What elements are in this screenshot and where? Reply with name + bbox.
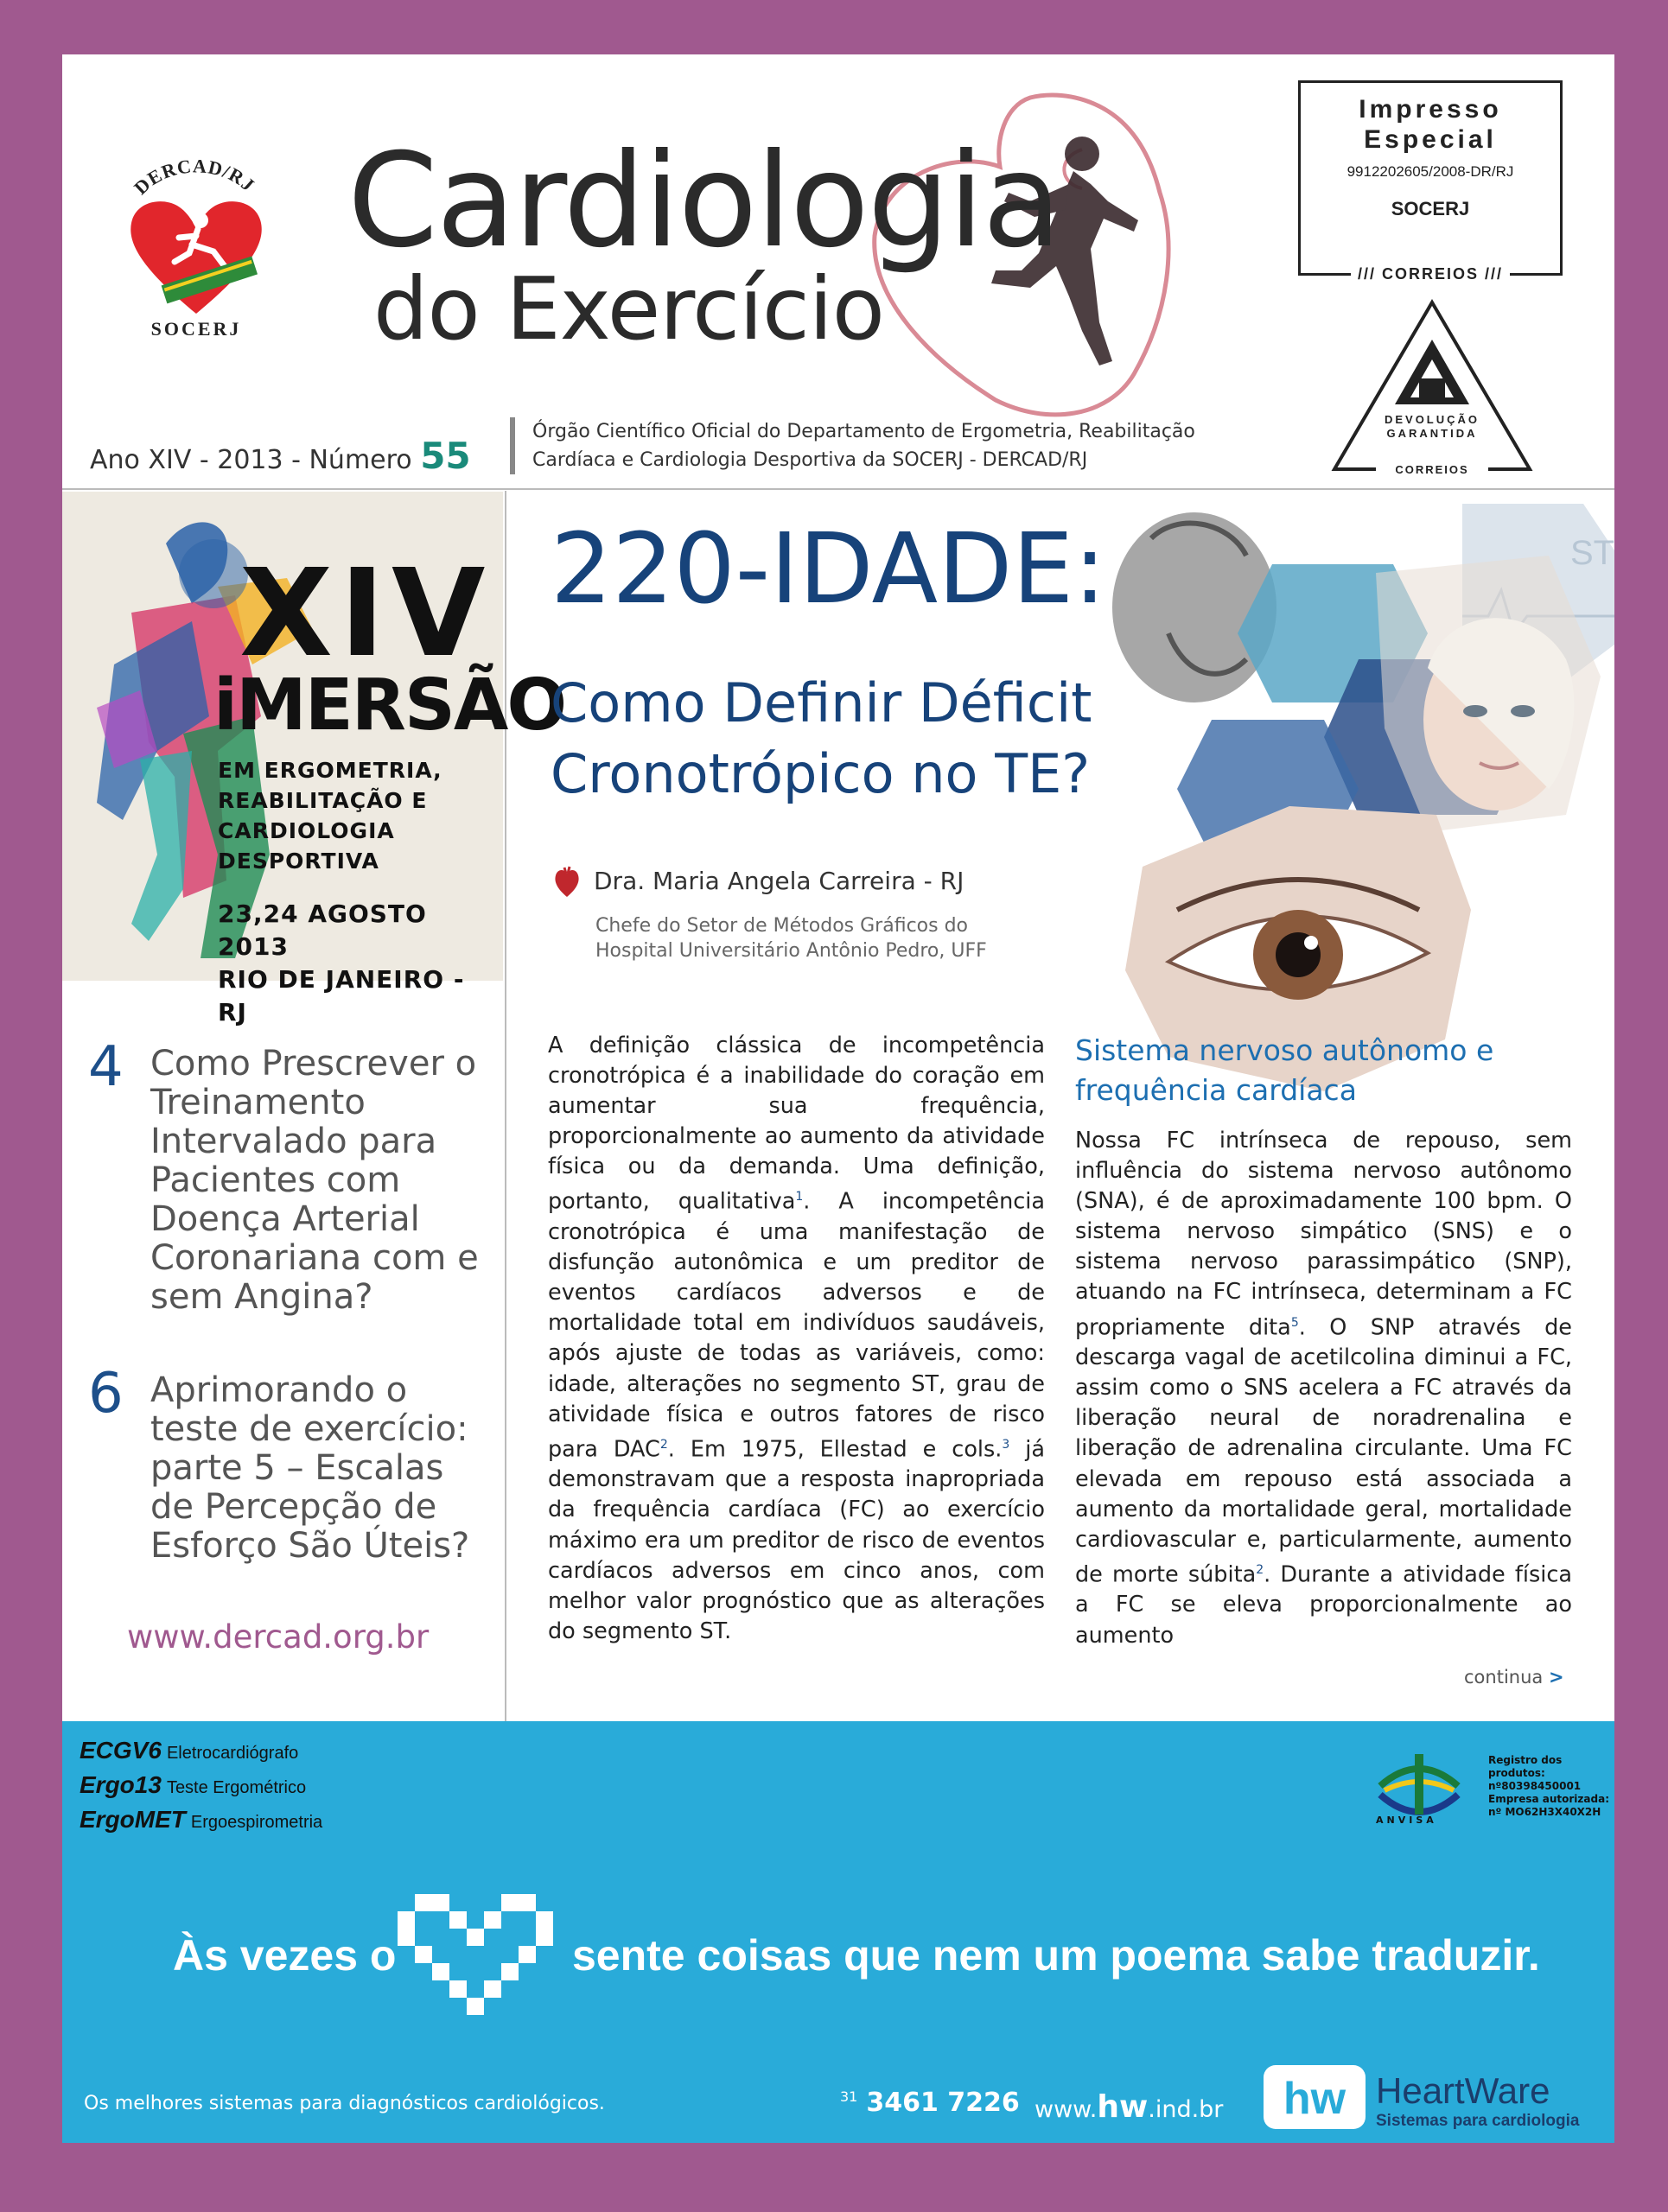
- reg-line1: Registro dos produtos:: [1488, 1754, 1563, 1779]
- impresso-especial-stamp: [1298, 80, 1563, 283]
- col1-text-4: já demonstravam que a resposta inapropriada da frequência cardíaca (FC) ao exercício máximo era um preditor de risco de eventos cardíacos adversos em cinco anos, com melhor valor prognóstico que as alterações do segmento ST.: [548, 1436, 1045, 1644]
- continua-arrow-icon: >: [1548, 1667, 1564, 1688]
- product-desc: Teste Ergométrico: [166, 1778, 307, 1797]
- reference-marker[interactable]: 2: [659, 1437, 668, 1452]
- product-name: Ergo13: [80, 1771, 162, 1798]
- web-suffix: .ind.br: [1148, 2096, 1224, 2123]
- masthead-divider: [62, 488, 1614, 490]
- reference-marker[interactable]: 1: [795, 1190, 804, 1205]
- logo-arc-text: DERCAD/RJ: [130, 155, 259, 199]
- col1-text-3: . Em 1975, Ellestad e cols.: [667, 1436, 1003, 1463]
- event-line4: DESPORTIVA: [218, 849, 379, 874]
- event-edition: XIV: [239, 543, 493, 684]
- event-date-place: [218, 898, 503, 1029]
- article-headline: 220-IDADE:: [551, 513, 1106, 626]
- impresso-permit: 9912202605/2008-DR/RJ: [1346, 163, 1514, 180]
- event-date: 23,24 AGOSTO 2013: [218, 899, 427, 961]
- col1-text-2: . A incompetência cronotrópica é uma manifestação de disfunção autonômica e um preditor de eventos cardíacos adversos e de mortalidade total em indivíduos saudáveis, após ajuste de todas as variáveis, como: idade, alterações no segmento ST, grau de atividade física e outros fatores de risco para DAC: [548, 1188, 1045, 1463]
- impresso-sender: SOCERJ: [1391, 198, 1470, 219]
- website-link[interactable]: www.dercad.org.br: [127, 1618, 430, 1656]
- organ-description: [510, 417, 1250, 474]
- event-name: iMERSÃO: [213, 664, 566, 747]
- reg-line3: Empresa autorizada:: [1488, 1793, 1609, 1805]
- logo-monogram: hw: [1283, 2074, 1346, 2124]
- collage-label: ST: [1570, 534, 1615, 572]
- heartware-advertisement[interactable]: [62, 1721, 1614, 2143]
- organ-line2: Cardíaca e Cardiologia Desportiva da SOCERJ - DERCAD/RJ: [532, 449, 1088, 471]
- event-poster[interactable]: [62, 492, 566, 1027]
- col2-text-3: . Durante a atividade física a FC se eleva proporcionalmente ao aumento: [1075, 1561, 1572, 1649]
- impresso-line2: Especial: [1364, 124, 1497, 154]
- event-line1: EM ERGOMETRIA,: [218, 758, 442, 783]
- devolucao-garantida-stamp: [1324, 292, 1540, 482]
- dercad-heart-logo: [110, 141, 283, 340]
- masthead-title-line1: Cardiologia: [347, 126, 1060, 276]
- product-name: ECGV6: [80, 1737, 162, 1764]
- reference-marker[interactable]: 5: [1290, 1315, 1299, 1330]
- article-author: Dra. Maria Angela Carreira - RJ: [594, 867, 965, 895]
- product-ecg: [80, 1737, 298, 1764]
- reg-line4: nº MO62H3X40X2H: [1488, 1806, 1601, 1818]
- col2-text-1: Nossa FC intrínseca de repouso, sem influência do sistema nervoso autônomo (SNA), é de aproximadamente 100 bpm. O sistema nervoso simpático (SNS) e o sistema nervoso parassimpático (SNP), atuando na FC intrínseca, determinam a FC propriamente dita: [1075, 1128, 1572, 1341]
- event-subtitle: [218, 755, 442, 876]
- toc-title: Como Prescrever o Treinamento Intervalado para Pacientes com Doença Arterial Coronariana com e sem Angina?: [150, 1044, 479, 1317]
- toc-page-number: 4: [88, 1035, 124, 1099]
- devolucao-line1: DEVOLUÇÃO: [1384, 413, 1480, 426]
- pixel-heart-icon: [398, 1894, 553, 2015]
- edition-prefix: Ano XIV - 2013 - Número: [90, 445, 412, 475]
- anvisa-label: ANVISA: [1376, 1815, 1437, 1826]
- reference-marker[interactable]: 2: [1256, 1562, 1264, 1577]
- organ-line1: Órgão Científico Oficial do Departamento de Ergometria, Reabilitação: [532, 421, 1195, 442]
- logo-bottom-text: SOCERJ: [150, 318, 242, 340]
- newsletter-page: [62, 54, 1614, 2143]
- product-registration: [1488, 1754, 1614, 1819]
- continua-link[interactable]: [1464, 1667, 1564, 1688]
- event-place: RIO DE JANEIRO - RJ: [218, 965, 465, 1027]
- toc-title: Aprimorando o teste de exercício: parte 5 – Escalas de Percepção de Esforço São Úteis?: [150, 1370, 470, 1566]
- web-brand: hw: [1097, 2089, 1149, 2125]
- event-line3: CARDIOLOGIA: [218, 818, 395, 843]
- product-ergomet: [80, 1806, 322, 1834]
- devolucao-line2: GARANTIDA: [1386, 427, 1478, 440]
- reg-line2: nº80398450001: [1488, 1780, 1582, 1792]
- heartware-logo: [1264, 2058, 1601, 2136]
- affiliation-line1: Chefe do Setor de Métodos Gráficos do: [595, 915, 968, 937]
- brand-name: HeartWare: [1376, 2070, 1550, 2111]
- devolucao-carrier: CORREIOS: [1395, 463, 1469, 476]
- subhead-line1: Como Definir Déficit: [551, 671, 1092, 734]
- product-name: ErgoMET: [80, 1806, 186, 1833]
- impresso-carrier: /// CORREIOS ///: [1351, 265, 1510, 283]
- product-desc: Eletrocardiógrafo: [166, 1744, 299, 1763]
- col2-text-2: . O SNP através de descarga vagal de acetilcolina diminui a FC, assim como o SNS acelera a FC através da liberação neural de noradrenalina e liberação de adrenalina circulante. Uma FC elevada em repouso está associada a aumento da mortalidade geral, mortalidade cardiovascular e, particularmente, aumento de morte súbita: [1075, 1314, 1572, 1588]
- edition-info: [90, 435, 471, 477]
- masthead-title-line2: do Exercício: [373, 258, 884, 359]
- anvisa-logo-icon: [1372, 1747, 1467, 1825]
- ad-footer-tagline: Os melhores sistemas para diagnósticos cardiológicos.: [84, 2093, 605, 2114]
- subhead-line2: Cronotrópico no TE?: [551, 742, 1091, 805]
- product-desc: Ergoespirometria: [190, 1813, 323, 1832]
- article-column-2: [1075, 1126, 1572, 1651]
- section-heading: Sistema nervoso autônomo e frequência cardíaca: [1075, 1033, 1494, 1107]
- event-line2: REABILITAÇÃO E: [218, 788, 428, 813]
- impresso-line1: Impresso: [1359, 95, 1502, 124]
- svg-text:DERCAD/RJ: [130, 155, 259, 199]
- slogan-left: Às vezes o: [173, 1931, 397, 1980]
- reference-marker[interactable]: 3: [1002, 1437, 1010, 1452]
- article-column-1: [548, 1031, 1045, 1647]
- edition-number: 55: [420, 435, 471, 477]
- phone-number[interactable]: [840, 2088, 1020, 2118]
- phone-area-code: 31: [840, 2088, 858, 2105]
- toc-page-number: 6: [88, 1362, 124, 1426]
- phone-digits: 3461 7226: [866, 2088, 1020, 2118]
- heart-icon: [552, 864, 582, 899]
- product-ergo13: [80, 1771, 306, 1799]
- brand-tagline: Sistemas para cardiologia: [1376, 2112, 1580, 2130]
- continua-label: continua: [1464, 1667, 1544, 1688]
- affiliation-line2: Hospital Universitário Antônio Pedro, UFF: [595, 940, 987, 962]
- web-prefix: www.: [1035, 2096, 1098, 2123]
- slogan-right: sente coisas que nem um poema sabe traduzir.: [572, 1931, 1540, 1980]
- col1-text-1: A definição clássica de incompetência cronotrópica é a inabilidade do coração em aumentar sua frequência, proporcionalmente ao aumento da atividade física ou da demanda. Uma definição, portanto, qualitativa: [548, 1033, 1045, 1215]
- author-affiliation: [595, 913, 1114, 963]
- heartware-website-link[interactable]: [1035, 2089, 1223, 2125]
- medical-collage-image: [1099, 504, 1614, 1091]
